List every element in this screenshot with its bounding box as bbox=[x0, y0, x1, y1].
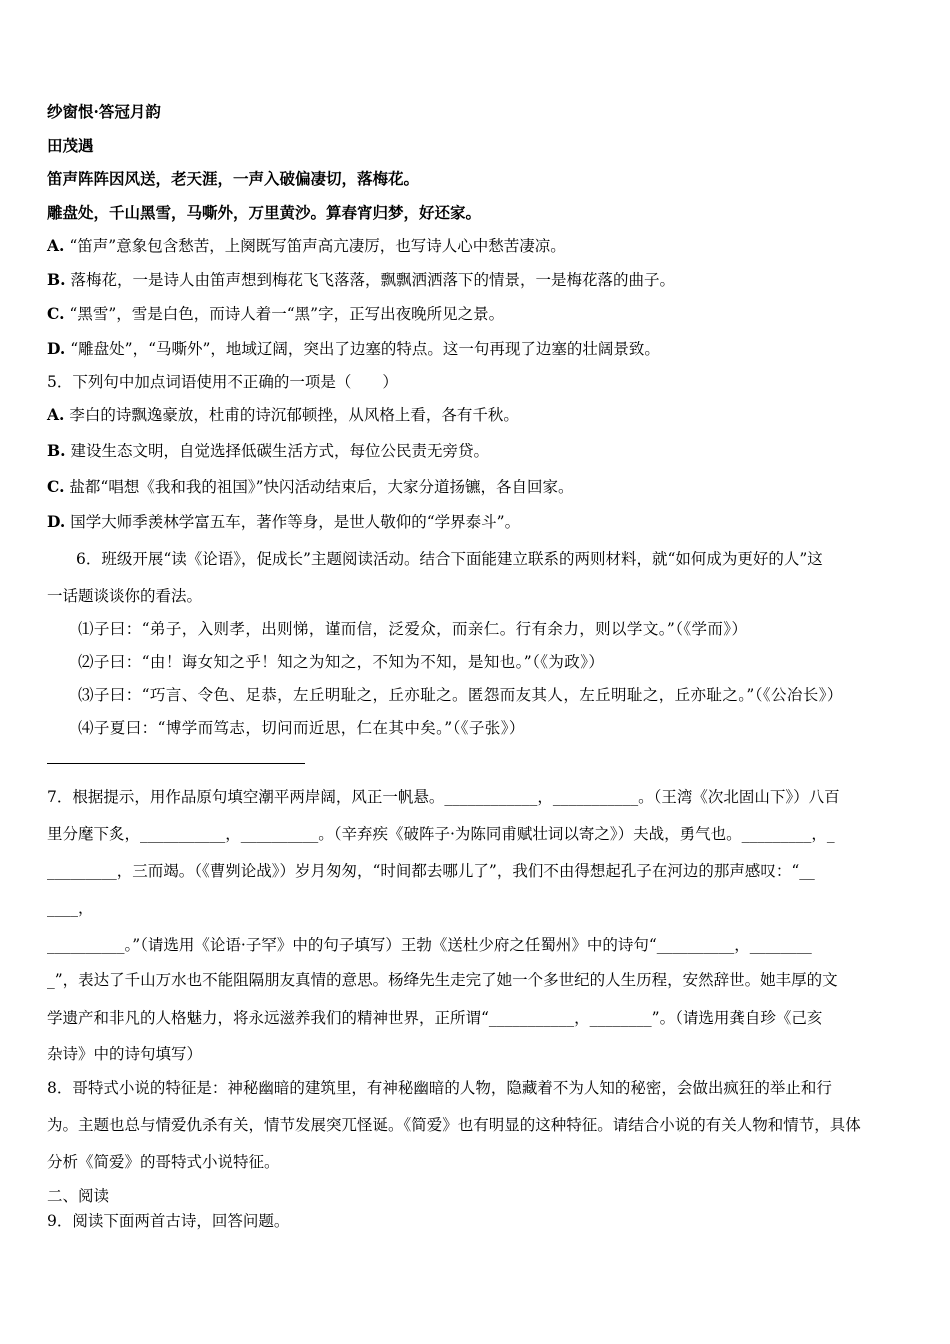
poem-author: 田茂遇 bbox=[47, 136, 94, 155]
q6-quote-1: ⑴子曰：“弟子，入则孝，出则悌，谨而信，泛爱众，而亲仁。行有余力，则以学文。”（《学而》） bbox=[78, 620, 748, 638]
q4-option-b bbox=[47, 270, 675, 290]
q4-option-d bbox=[47, 339, 660, 359]
option-text: 建设生态文明，自觉选择低碳生活方式，每位公民责无旁贷。 bbox=[70, 442, 489, 460]
option-text: 落梅花，一是诗人由笛声想到梅花飞飞落落，飘飘洒洒落下的情景，一是梅花落的曲子。 bbox=[70, 271, 675, 289]
q7-line-4: ____， bbox=[47, 899, 94, 917]
option-letter: C. bbox=[47, 477, 65, 496]
option-text: 盐都“唱想《我和我的祖国》”快闪活动结束后，大家分道扬镳，各自回家。 bbox=[69, 478, 574, 496]
option-text: 李白的诗飘逸豪放，杜甫的诗沉郁顿挫，从风格上看，各有千秋。 bbox=[69, 406, 519, 424]
poem-line-2: 雕盘处，千山黑雪，马嘶外，万里黄沙。算春宵归梦，好还家。 bbox=[47, 203, 482, 222]
q5-option-c bbox=[47, 477, 574, 497]
q5-option-d bbox=[47, 512, 520, 532]
q8-line-2: 为。主题也总与情爱仇杀有关，情节发展突兀怪诞。《简爱》也有明显的这种特征。请结合小说的有关人物和情节，具体 bbox=[47, 1116, 861, 1134]
q6-quote-4: ⑷子夏曰：“博学而笃志，切问而近思，仁在其中矣。”（《子张》） bbox=[78, 719, 525, 737]
q7-line-8: 杂诗》中的诗句填写） bbox=[47, 1045, 203, 1063]
q7-line-1: 7．根据提示，用作品原句填空潮平两岸阔，风正一帆悬。____________，___________。（王湾《次北固山下》）八百 bbox=[47, 788, 840, 806]
q8-line-3: 分析《简爱》的哥特式小说特征。 bbox=[47, 1153, 280, 1171]
q6-stem-line-1: 6．班级开展“读《论语》，促成长”主题阅读活动。结合下面能建立联系的两则材料，就“如何成为更好的人”这 bbox=[76, 550, 823, 568]
option-letter: D. bbox=[47, 512, 66, 531]
option-letter: A. bbox=[47, 236, 65, 255]
poem-line-1: 笛声阵阵因风送，老天涯，一声入破偏凄切，落梅花。 bbox=[47, 169, 420, 188]
q6-quote-2: ⑵子曰：“由！诲女知之乎！知之为知之，不知为不知，是知也。”（《为政》） bbox=[78, 653, 605, 671]
q8-line-1: 8．哥特式小说的特征是：神秘幽暗的建筑里，有神秘幽暗的人物，隐藏着不为人知的秘密，会做出疯狂的举止和行 bbox=[47, 1079, 832, 1097]
q7-line-3: _________，三而竭。（《曹刿论战》）岁月匆匆，“时间都去哪儿了”，我们不由得想起孔子在河边的那声感叹：“__ bbox=[47, 862, 815, 880]
option-text: “黑雪”，雪是白色，而诗人着一“黑”字，正写出夜晚所见之景。 bbox=[69, 305, 505, 323]
option-text: “雕盘处”，“马嘶外”，地域辽阔，突出了边塞的特点。这一句再现了边塞的壮阔景致。 bbox=[70, 340, 660, 358]
q4-option-a bbox=[47, 236, 566, 256]
option-letter: B. bbox=[47, 441, 66, 460]
q6-stem-line-2: 一话题谈谈你的看法。 bbox=[47, 587, 203, 605]
q7-line-5: __________。”（请选用《论语·子罕》中的句子填写）王勃《送杜少府之任蜀州》中的诗句“__________，________ bbox=[47, 936, 812, 954]
q7-line-7: 学遗产和非凡的人格魅力，将永远滋养我们的精神世界，正所谓“___________，________”。（请选用龚自珍《己亥 bbox=[47, 1009, 823, 1027]
q7-line-2: 里分麾下炙，___________，__________。（辛弃疾《破阵子·为陈同甫赋壮词以寄之》）夫战，勇气也。_________，_ bbox=[47, 825, 835, 843]
q9-stem: 9．阅读下面两首古诗，回答问题。 bbox=[47, 1212, 290, 1230]
option-letter: A. bbox=[47, 405, 65, 424]
option-letter: B. bbox=[47, 270, 66, 289]
q6-quote-3: ⑶子曰：“巧言、令色、足恭，左丘明耻之，丘亦耻之。匿怨而友其人，左丘明耻之，丘亦耻之。”（《公冶长》） bbox=[78, 686, 843, 704]
q5-option-b bbox=[47, 441, 489, 461]
answer-divider bbox=[47, 763, 305, 764]
q4-option-c bbox=[47, 304, 504, 324]
section-heading: 二、阅读 bbox=[47, 1187, 110, 1205]
q5-stem: 5．下列句中加点词语使用不正确的一项是（ ） bbox=[47, 373, 398, 391]
option-text: 国学大师季羡林学富五车，著作等身，是世人敬仰的“学界泰斗”。 bbox=[70, 513, 521, 531]
option-letter: C. bbox=[47, 304, 65, 323]
q5-option-a bbox=[47, 405, 519, 425]
q7-line-6: _”，表达了千山万水也不能阻隔朋友真情的意思。杨绛先生走完了她一个多世纪的人生历程，安然辞世。她丰厚的文 bbox=[47, 971, 838, 989]
option-text: “笛声”意象包含愁苦，上阕既写笛声高亢凄厉，也写诗人心中愁苦凄凉。 bbox=[69, 237, 566, 255]
option-letter: D. bbox=[47, 339, 66, 358]
poem-title: 纱窗恨·答冠月韵 bbox=[47, 102, 161, 121]
